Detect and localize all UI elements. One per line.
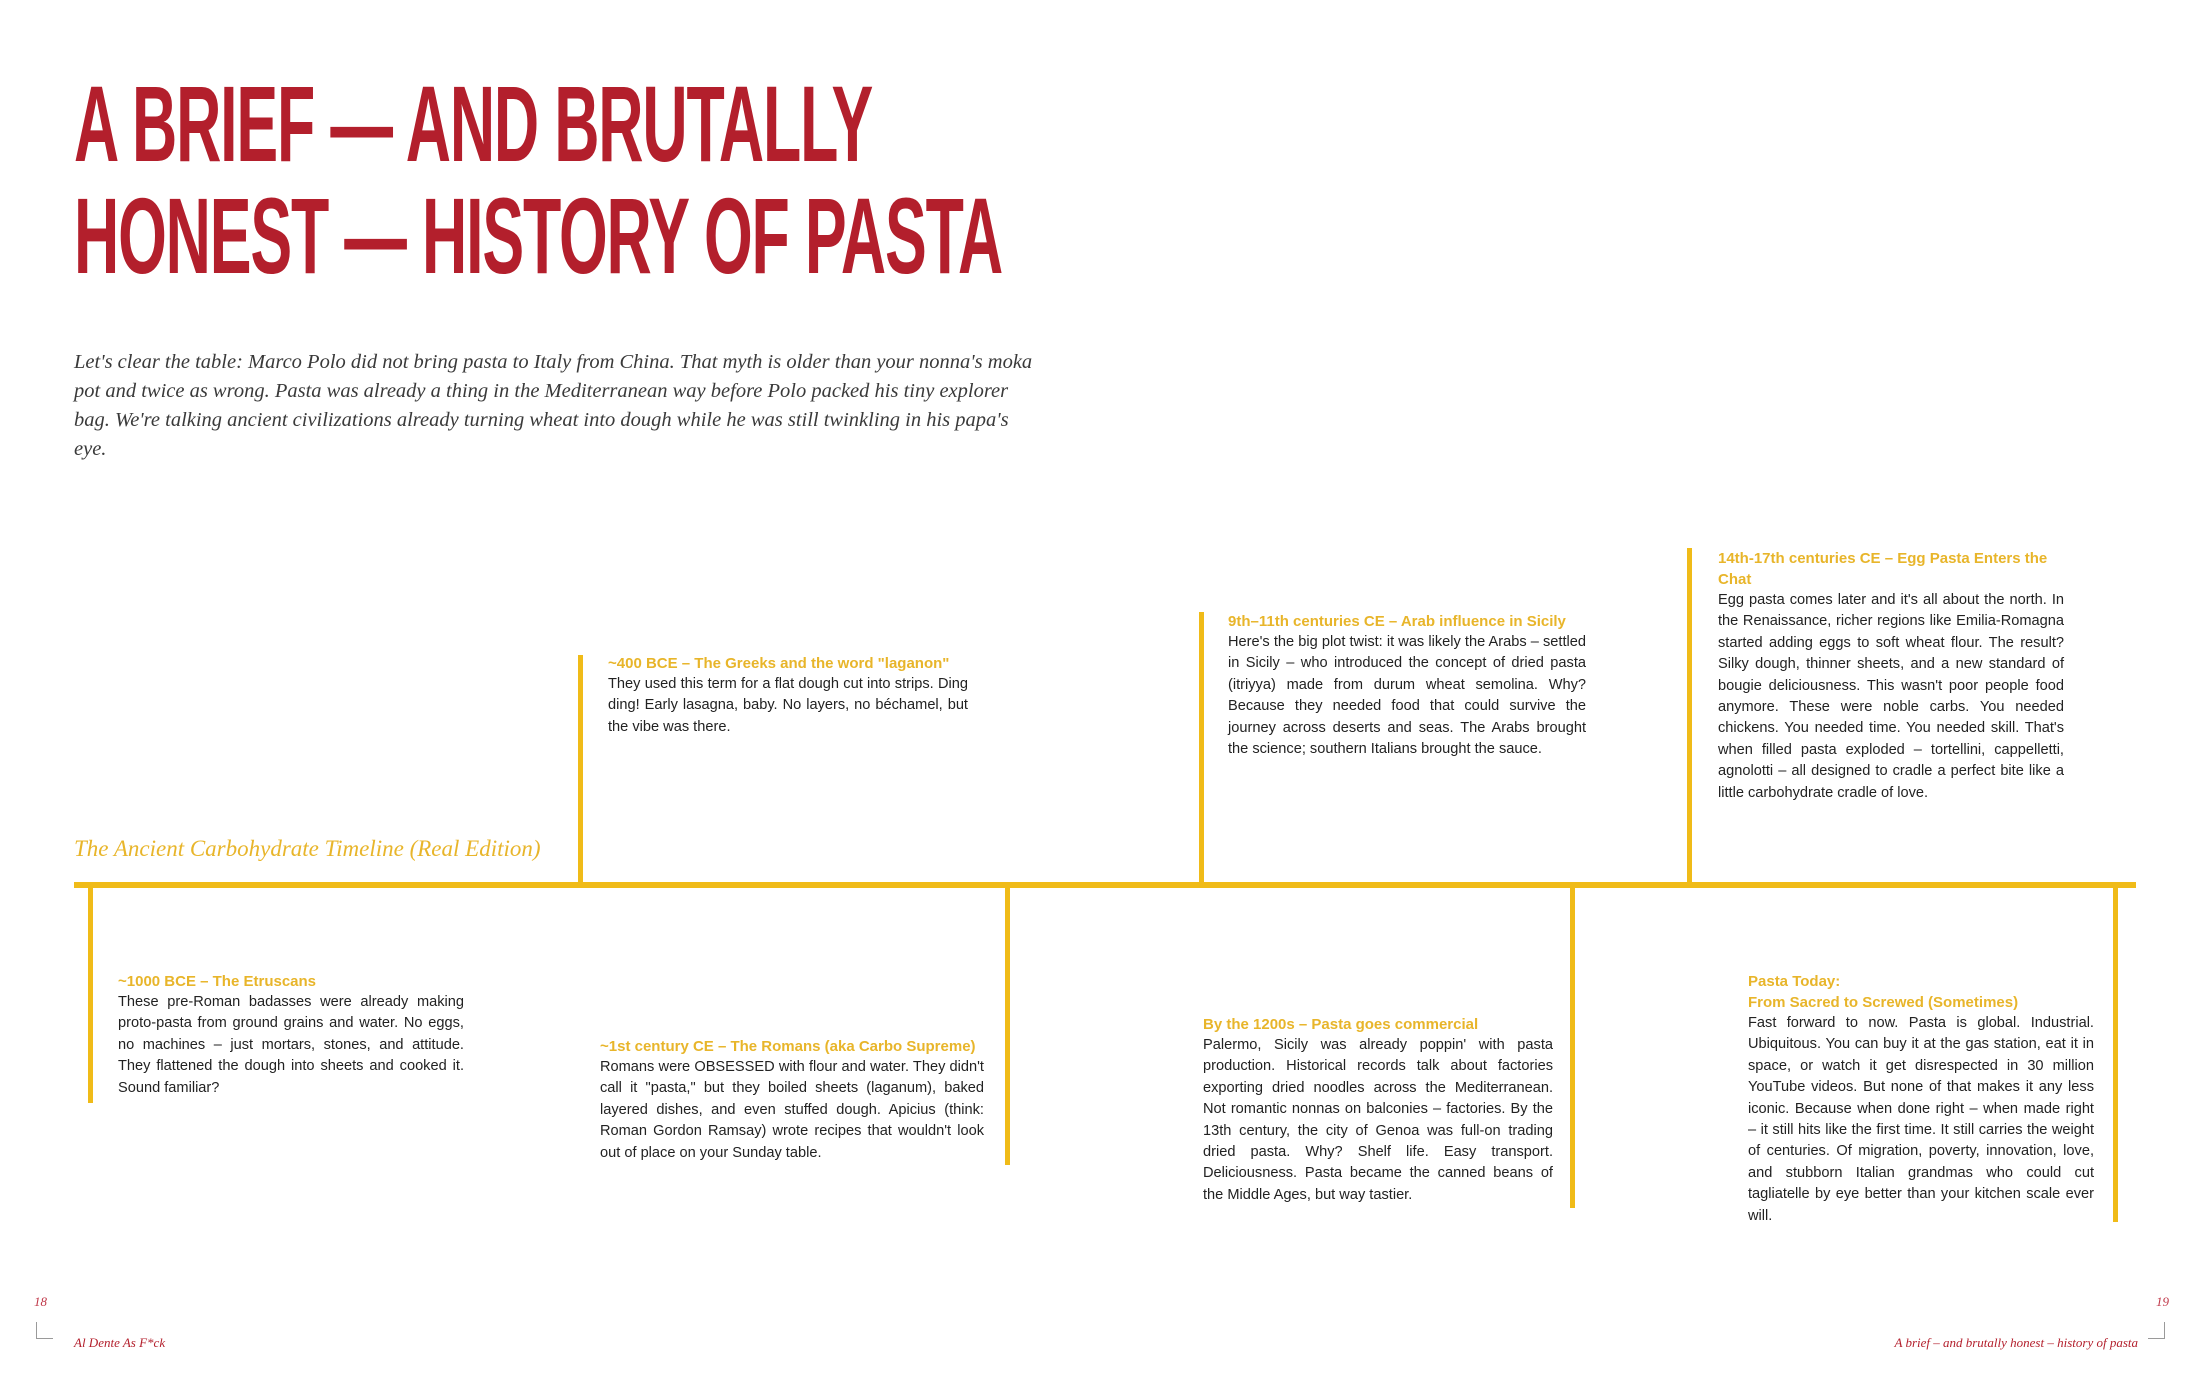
- title-line-2: HONEST — HISTORY OF PASTA: [74, 175, 1003, 296]
- intro-paragraph: Let's clear the table: Marco Polo did not bring pasta to Italy from China. That myth is older than your nonna's moka pot and twice as wrong. Pasta was already a thing in the Mediterranean way before Polo packed his tiny explorer bag. We're talking ancient civilizations already turning wheat into dough while he was still twinkling in his papa's eye.: [74, 351, 1033, 460]
- event-title: ~1000 BCE – The Etruscans: [118, 973, 317, 990]
- page-title: [74, 63, 1003, 296]
- event-body: Here's the big plot twist: it was likely the Arabs – settled in Sicily – who introduced the concept of dried pasta (itriyya) made from durum wheat semolina. Why? Because they needed food that could survive the journey across deserts and seas. The Arabs brought the science; southern Italians brought the sauce.: [1228, 634, 1586, 758]
- connector-etruscans: [88, 885, 93, 1103]
- crop-mark-right: [2148, 1322, 2165, 1339]
- footer-chapter-title: A brief – and brutally honest – history of pasta: [1894, 1335, 2138, 1350]
- connector-arabs: [1199, 612, 1204, 885]
- event-body: Romans were OBSESSED with flour and water. They didn't call it "pasta," but they boiled sheets (laganum), baked layered dishes, and even stuffed dough. Apicius (think: Roman Gordon Ramsay) wrote recipes that wouldn't look out of place on your Sunday table.: [600, 1059, 984, 1161]
- event-body: They used this term for a flat dough cut into strips. Ding ding! Early lasagna, baby. No layers, no béchamel, but the vibe was there.: [608, 676, 968, 735]
- event-title: ~1st century CE – The Romans (aka Carbo Supreme): [600, 1038, 976, 1055]
- timeline-event-arabs: [1228, 611, 1586, 760]
- timeline-event-today: [1748, 971, 2094, 1227]
- timeline-event-greeks: [608, 653, 968, 738]
- event-title: By the 1200s – Pasta goes commercial: [1203, 1016, 1479, 1033]
- timeline-event-commercial: [1203, 1014, 1553, 1206]
- event-title: Pasta Today: From Sacred to Screwed (Sometimes): [1748, 973, 2019, 1011]
- page-number-left: 18: [34, 1294, 47, 1309]
- connector-romans: [1005, 885, 1010, 1165]
- page-number-right: 19: [2156, 1294, 2169, 1309]
- connector-egg-pasta: [1687, 548, 1692, 885]
- footer-book-title: Al Dente As F*ck: [74, 1335, 166, 1350]
- event-title: 9th–11th centuries CE – Arab influence in Sicily: [1228, 613, 1566, 630]
- timeline-heading: The Ancient Carbohydrate Timeline (Real Edition): [74, 836, 541, 861]
- timeline-event-romans: [600, 1036, 984, 1164]
- crop-mark-left: [36, 1322, 53, 1339]
- connector-commercial: [1570, 885, 1575, 1208]
- event-body: Fast forward to now. Pasta is global. Industrial. Ubiquitous. You can buy it at the gas station, eat it in space, or watch it get disrespected in 30 million YouTube videos. But none of that makes it any less iconic. Because when done right – when made right – it still hits like the first time. It still carries the weight of centuries. Of migration, poverty, innovation, love, and stubborn Italian grandmas who could cut tagliatelle by eye better than your kitchen scale ever will.: [1748, 1015, 2094, 1224]
- event-title: ~400 BCE – The Greeks and the word "laganon": [608, 655, 950, 672]
- connector-greeks: [578, 655, 583, 885]
- title-line-1: A BRIEF — AND BRUTALLY: [74, 63, 873, 184]
- event-body: Egg pasta comes later and it's all about the north. In the Renaissance, richer regions like Emilia-Romagna started adding eggs to soft wheat flour. The result? Silky dough, thinner sheets, and a new standard of bougie deliciousness. This wasn't poor people food anymore. These were noble carbs. You needed chickens. You needed time. You needed skill. That's when filled pasta exploded – tortellini, cappelletti, agnolotti – all designed to cradle a perfect bite like a little carbohydrate cradle of love.: [1718, 592, 2064, 801]
- connector-today: [2113, 885, 2118, 1222]
- event-body: Palermo, Sicily was already poppin' with pasta production. Historical records talk about factories exporting dried noodles across the Mediterranean. Not romantic nonnas on balconies – factories. By the 13th century, the city of Genoa was full-on trading dried pasta. Why? Shelf life. Easy transport. Deliciousness. Pasta became the canned beans of the Middle Ages, but way tastier.: [1203, 1037, 1553, 1203]
- event-body: These pre-Roman badasses were already making proto-pasta from ground grains and water. No eggs, no machines – just mortars, stones, and attitude. They flattened the dough into sheets and cooked it. Sound familiar?: [118, 994, 464, 1096]
- timeline-axis: [74, 882, 2136, 888]
- event-title: 14th-17th centuries CE – Egg Pasta Enters the Chat: [1718, 550, 2048, 588]
- timeline-event-egg-pasta: [1718, 548, 2064, 804]
- timeline-event-etruscans: [118, 971, 464, 1099]
